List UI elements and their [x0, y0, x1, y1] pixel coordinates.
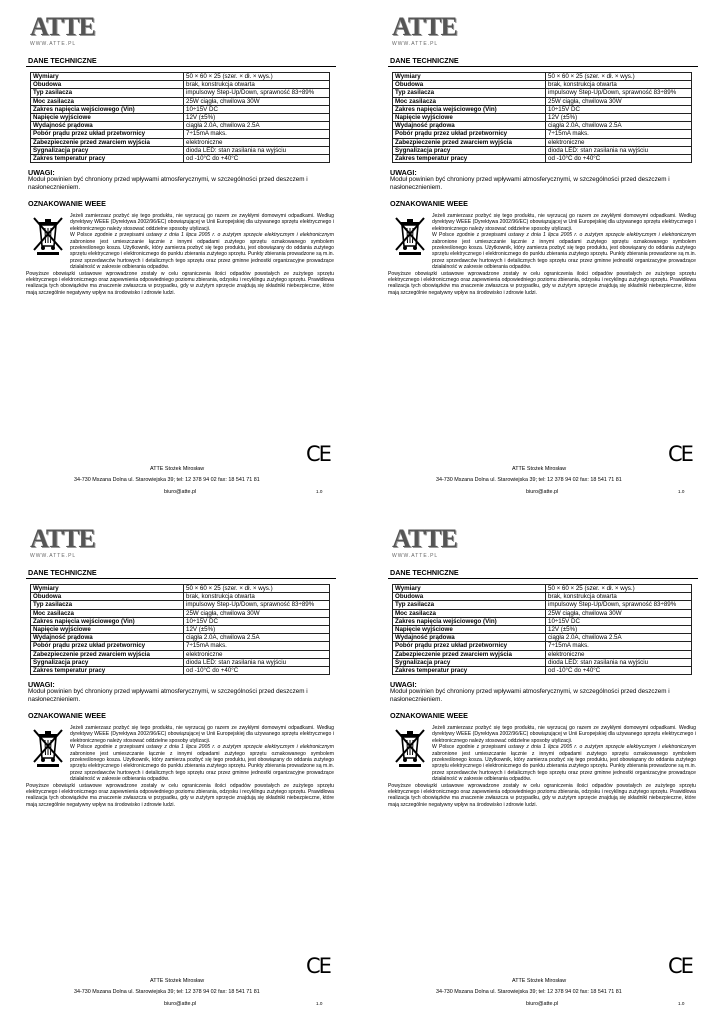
footer-company: ATTE Stożek Mirosław	[150, 466, 205, 472]
spec-row	[393, 667, 692, 675]
uwagi-title: UWAGI:	[390, 680, 417, 689]
spec-key: Zakres napięcia wejściowego (Vin)	[393, 105, 546, 113]
ce-mark: CE	[668, 954, 692, 978]
spec-key: Wydajność prądowa	[31, 122, 184, 130]
spec-key: Wymiary	[31, 73, 184, 81]
spec-key: Moc zasilacza	[393, 609, 546, 617]
spec-value: 50 × 60 × 25 (szer. × dł. × wys.)	[546, 73, 692, 81]
spec-key: Zakres temperatur pracy	[31, 667, 184, 675]
spec-value: ciągła 2.0A, chwilowa 2.5A	[184, 122, 330, 130]
section-title-dane-techniczne: DANE TECHNICZNE	[28, 568, 97, 577]
spec-key: Obudowa	[393, 81, 546, 89]
spec-row	[31, 658, 330, 666]
logo-name: ATTE	[392, 524, 457, 553]
spec-row	[31, 609, 330, 617]
spec-value: 10÷15V DC	[546, 105, 692, 113]
spec-row	[393, 601, 692, 609]
spec-row	[31, 114, 330, 122]
spec-key: Zakres napięcia wejściowego (Vin)	[31, 105, 184, 113]
spec-key: Napięcie wyjściowe	[393, 626, 546, 634]
spec-value: impulsowy Step-Up/Down, sprawność 83÷89%	[546, 601, 692, 609]
weee-text	[26, 213, 334, 296]
spec-row	[393, 658, 692, 666]
footer-company: ATTE Stożek Mirosław	[512, 978, 567, 984]
logo-name: ATTE	[30, 524, 95, 553]
uwagi-title: UWAGI:	[390, 168, 417, 177]
spec-key: Zabezpieczenie przed zwarciem wyjścia	[393, 138, 546, 146]
spec-key: Wymiary	[393, 73, 546, 81]
weee-paragraph-3: Powyższe obowiązki ustawowe wprowadzone zostały w celu ograniczenia ilości odpadów powstałych ze zużytego sprzętu elektrycznego i elektronicznego oraz zapewnienia odpowiedniego poziomu zbierania, odzysku i recyklingu zużytego sprzętu. Prawidłowa realizacja tych obowiązków ma znaczenie zwłaszcza w przypadku, gdy w zużytym sprzęcie znajdują się składniki niebezpieczne, które mają szczególnie negatywny wpływ na środowisko i zdrowie ludzi.	[26, 270, 334, 296]
spec-value: 50 × 60 × 25 (szer. × dł. × wys.)	[546, 585, 692, 593]
spec-row	[393, 122, 692, 130]
spec-key: Zakres napięcia wejściowego (Vin)	[393, 617, 546, 625]
spec-row	[31, 601, 330, 609]
weee-p2-b: zabronione jest umieszczanie łącznie z innymi odpadami zużytego sprzętu oznakowanego symbolem przekreślonego kosza. Użytkownik, który zamierza pozbyć się tego produktu, jest obowiązany do oddania zużytego sprzętu elektrycznego i elektronicznego do punktu zbierania zużytego sprzętu. Punkty zbierania prowadzone są m.in. przez sprzedawców hurtowych i detalicznych tego sprzętu oraz przez gminne jednostki organizacyjne prowadzące działalność w zakresie odbierania odpadów.	[432, 750, 696, 783]
weee-p2-italic: ustawy z dnia 1 lipca 2005 r. o zużytym sprzęcie elektrycznym i elektronicznym	[146, 232, 334, 239]
atte-logo	[30, 526, 100, 560]
spec-value: 10÷15V DC	[546, 617, 692, 625]
leaflet-page-4	[386, 522, 716, 1022]
footer-address: 34-730 Mszana Dolna ul. Starowiejska 39; tel: 12 378 94 02 fax: 18 541 71 81	[74, 989, 260, 995]
spec-key: Wydajność prądowa	[393, 122, 546, 130]
ce-mark: CE	[306, 442, 330, 466]
leaflet-page-3	[24, 522, 354, 1022]
spec-row	[31, 585, 330, 593]
spec-row	[31, 73, 330, 81]
footer-version: 1.0	[678, 1001, 685, 1006]
uwagi-text: Moduł powinien być chroniony przed wpływami atmosferycznymi, w szczególności przed deszczem i nasłonecznieniem.	[28, 688, 308, 703]
spec-row	[393, 609, 692, 617]
weee-p2-a: W Polsce zgodnie z przepisami	[70, 744, 147, 751]
spec-value: od -10°C do +40°C	[184, 155, 330, 163]
logo-url: WWW.ATTE.PL	[30, 41, 77, 47]
spec-value: impulsowy Step-Up/Down, sprawność 83÷89%	[546, 89, 692, 97]
spec-value: 50 × 60 × 25 (szer. × dł. × wys.)	[184, 585, 330, 593]
spec-row	[31, 97, 330, 105]
footer-email[interactable]: biuro@atte.pl	[526, 489, 559, 495]
divider	[388, 578, 698, 579]
weee-p2-a: W Polsce zgodnie z przepisami	[432, 744, 509, 751]
weee-p2-italic: ustawy z dnia 1 lipca 2005 r. o zużytym sprzęcie elektrycznym i elektronicznym	[508, 744, 696, 751]
weee-paragraph-1: Jeżeli zamierzasz pozbyć się tego produktu, nie wyrzucaj go razem ze zwykłymi domowymi odpadkami. Według dyrektywy WEEE (Dyrektywa 2002/96/EC) obowiązującej w Unii Europejskiej dla używanego sprzętu elektrycznego i elektronicznego należy stosować oddzielne sposoby utylizacji.	[432, 213, 696, 232]
spec-value: 7÷15mA maks.	[546, 642, 692, 650]
weee-paragraph-2	[388, 744, 696, 782]
spec-key: Pobór prądu przez układ przetwornicy	[393, 130, 546, 138]
spec-value: ciągła 2.0A, chwilowa 2.5A	[546, 122, 692, 130]
spec-key: Typ zasilacza	[31, 89, 184, 97]
logo-url: WWW.ATTE.PL	[392, 553, 439, 559]
spec-key: Zakres napięcia wejściowego (Vin)	[31, 617, 184, 625]
footer-version: 1.0	[678, 489, 685, 494]
atte-logo	[30, 14, 100, 48]
spec-value: brak, konstrukcja otwarta	[184, 593, 330, 601]
spec-value: 10÷15V DC	[184, 105, 330, 113]
spec-table	[392, 72, 692, 163]
spec-value: 10÷15V DC	[184, 617, 330, 625]
weee-text	[388, 213, 696, 296]
spec-key: Typ zasilacza	[393, 89, 546, 97]
spec-key: Obudowa	[31, 593, 184, 601]
spec-row	[31, 593, 330, 601]
spec-value: 7÷15mA maks.	[184, 130, 330, 138]
spec-row	[31, 146, 330, 154]
uwagi-text: Moduł powinien być chroniony przed wpływami atmosferycznymi, w szczególności przed deszczem i nasłonecznieniem.	[28, 176, 308, 191]
footer-company: ATTE Stożek Mirosław	[512, 466, 567, 472]
spec-key: Wymiary	[31, 585, 184, 593]
spec-value: od -10°C do +40°C	[546, 155, 692, 163]
spec-key: Zakres temperatur pracy	[393, 667, 546, 675]
spec-key: Moc zasilacza	[31, 97, 184, 105]
spec-row	[393, 81, 692, 89]
footer-version: 1.0	[316, 489, 323, 494]
spec-table	[30, 584, 330, 675]
spec-row	[31, 634, 330, 642]
logo-url: WWW.ATTE.PL	[30, 553, 77, 559]
divider	[26, 66, 336, 67]
spec-key: Pobór prądu przez układ przetwornicy	[31, 130, 184, 138]
logo-url: WWW.ATTE.PL	[392, 41, 439, 47]
spec-row	[31, 642, 330, 650]
logo-name: ATTE	[30, 12, 95, 41]
spec-key: Typ zasilacza	[393, 601, 546, 609]
spec-value: impulsowy Step-Up/Down, sprawność 83÷89%	[184, 89, 330, 97]
spec-row	[31, 667, 330, 675]
spec-row	[393, 155, 692, 163]
ce-mark: CE	[306, 954, 330, 978]
weee-p2-b: zabronione jest umieszczanie łącznie z innymi odpadami zużytego sprzętu oznakowanego symbolem przekreślonego kosza. Użytkownik, który zamierza pozbyć się tego produktu, jest obowiązany do oddania zużytego sprzętu elektrycznego i elektronicznego do punktu zbierania zużytego sprzętu. Punkty zbierania prowadzone są m.in. przez sprzedawców hurtowych i detalicznych tego sprzętu oraz przez gminne jednostki organizacyjne prowadzące działalność w zakresie odbierania odpadów.	[70, 238, 334, 271]
footer-email[interactable]: biuro@atte.pl	[164, 489, 197, 495]
spec-value: 25W ciągła, chwilowa 30W	[184, 609, 330, 617]
weee-p2-italic: ustawy z dnia 1 lipca 2005 r. o zużytym sprzęcie elektrycznym i elektronicznym	[146, 744, 334, 751]
spec-value: dioda LED: stan zasilania na wyjściu	[184, 146, 330, 154]
spec-value: dioda LED: stan zasilania na wyjściu	[184, 658, 330, 666]
spec-key: Zabezpieczenie przed zwarciem wyjścia	[393, 650, 546, 658]
uwagi-title: UWAGI:	[28, 680, 55, 689]
spec-value: elektroniczne	[546, 650, 692, 658]
weee-text	[388, 725, 696, 808]
spec-value: 12V (±5%)	[184, 114, 330, 122]
spec-key: Wydajność prądowa	[393, 634, 546, 642]
spec-value: brak, konstrukcja otwarta	[184, 81, 330, 89]
spec-row	[31, 650, 330, 658]
spec-row	[393, 585, 692, 593]
spec-row	[393, 105, 692, 113]
weee-p2-a: W Polsce zgodnie z przepisami	[70, 232, 147, 239]
spec-key: Obudowa	[393, 593, 546, 601]
spec-row	[393, 634, 692, 642]
spec-row	[393, 89, 692, 97]
spec-value: 7÷15mA maks.	[184, 642, 330, 650]
spec-key: Sygnalizacja pracy	[393, 658, 546, 666]
leaflet-page-2	[386, 10, 716, 510]
spec-key: Pobór prądu przez układ przetwornicy	[393, 642, 546, 650]
spec-key: Napięcie wyjściowe	[393, 114, 546, 122]
weee-p2-a: W Polsce zgodnie z przepisami	[432, 232, 509, 239]
spec-row	[393, 617, 692, 625]
spec-value: brak, konstrukcja otwarta	[546, 593, 692, 601]
spec-value: 12V (±5%)	[546, 626, 692, 634]
spec-value: elektroniczne	[184, 138, 330, 146]
weee-title: OZNAKOWANIE WEEE	[390, 199, 468, 208]
weee-paragraph-1: Jeżeli zamierzasz pozbyć się tego produktu, nie wyrzucaj go razem ze zwykłymi domowymi odpadkami. Według dyrektywy WEEE (Dyrektywa 2002/96/EC) obowiązującej w Unii Europejskiej dla używanego sprzętu elektrycznego i elektronicznego należy stosować oddzielne sposoby utylizacji.	[432, 725, 696, 744]
weee-paragraph-1: Jeżeli zamierzasz pozbyć się tego produktu, nie wyrzucaj go razem ze zwykłymi domowymi odpadkami. Według dyrektywy WEEE (Dyrektywa 2002/96/EC) obowiązującej w Unii Europejskiej dla używanego sprzętu elektrycznego i elektronicznego należy stosować oddzielne sposoby utylizacji.	[70, 213, 334, 232]
spec-key: Napięcie wyjściowe	[31, 626, 184, 634]
spec-row	[393, 130, 692, 138]
spec-value: elektroniczne	[546, 138, 692, 146]
spec-key: Napięcie wyjściowe	[31, 114, 184, 122]
spec-table	[392, 584, 692, 675]
spec-value: 25W ciągła, chwilowa 30W	[184, 97, 330, 105]
weee-p2-italic: ustawy z dnia 1 lipca 2005 r. o zużytym sprzęcie elektrycznym i elektronicznym	[508, 232, 696, 239]
spec-key: Zakres temperatur pracy	[31, 155, 184, 163]
weee-p2-b: zabronione jest umieszczanie łącznie z innymi odpadami zużytego sprzętu oznakowanego symbolem przekreślonego kosza. Użytkownik, który zamierza pozbyć się tego produktu, jest obowiązany do oddania zużytego sprzętu elektrycznego i elektronicznego do punktu zbierania zużytego sprzętu. Punkty zbierania prowadzone są m.in. przez sprzedawców hurtowych i detalicznych tego sprzętu oraz przez gminne jednostki organizacyjne prowadzące działalność w zakresie odbierania odpadów.	[432, 238, 696, 271]
spec-key: Moc zasilacza	[393, 97, 546, 105]
spec-key: Zakres temperatur pracy	[393, 155, 546, 163]
spec-row	[393, 73, 692, 81]
atte-logo	[392, 526, 462, 560]
footer-address: 34-730 Mszana Dolna ul. Starowiejska 39; tel: 12 378 94 02 fax: 18 541 71 81	[74, 477, 260, 483]
spec-value: 25W ciągła, chwilowa 30W	[546, 609, 692, 617]
spec-value: elektroniczne	[184, 650, 330, 658]
spec-row	[31, 130, 330, 138]
spec-row	[31, 122, 330, 130]
divider	[26, 578, 336, 579]
footer-address: 34-730 Mszana Dolna ul. Starowiejska 39; tel: 12 378 94 02 fax: 18 541 71 81	[436, 477, 622, 483]
section-title-dane-techniczne: DANE TECHNICZNE	[390, 56, 459, 65]
spec-value: 12V (±5%)	[184, 626, 330, 634]
logo-name: ATTE	[392, 12, 457, 41]
spec-value: brak, konstrukcja otwarta	[546, 81, 692, 89]
spec-value: dioda LED: stan zasilania na wyjściu	[546, 658, 692, 666]
spec-key: Typ zasilacza	[31, 601, 184, 609]
spec-row	[31, 105, 330, 113]
spec-row	[31, 89, 330, 97]
section-title-dane-techniczne: DANE TECHNICZNE	[390, 568, 459, 577]
divider	[388, 66, 698, 67]
spec-row	[31, 626, 330, 634]
weee-paragraph-2	[26, 232, 334, 270]
spec-row	[393, 626, 692, 634]
footer-email[interactable]: biuro@atte.pl	[526, 1001, 559, 1007]
spec-key: Sygnalizacja pracy	[31, 146, 184, 154]
weee-text	[26, 725, 334, 808]
footer-address: 34-730 Mszana Dolna ul. Starowiejska 39; tel: 12 378 94 02 fax: 18 541 71 81	[436, 989, 622, 995]
weee-paragraph-3: Powyższe obowiązki ustawowe wprowadzone zostały w celu ograniczenia ilości odpadów powstałych ze zużytego sprzętu elektrycznego i elektronicznego oraz zapewnienia odpowiedniego poziomu zbierania, odzysku i recyklingu zużytego sprzętu. Prawidłowa realizacja tych obowiązków ma znaczenie zwłaszcza w przypadku, gdy w zużytym sprzęcie znajdują się składniki niebezpieczne, które mają szczególnie negatywny wpływ na środowisko i zdrowie ludzi.	[388, 782, 696, 808]
footer-email[interactable]: biuro@atte.pl	[164, 1001, 197, 1007]
uwagi-text: Moduł powinien być chroniony przed wpływami atmosferycznymi, w szczególności przed deszczem i nasłonecznieniem.	[390, 176, 670, 191]
leaflet-page-1	[24, 10, 354, 510]
spec-row	[393, 593, 692, 601]
spec-key: Obudowa	[31, 81, 184, 89]
footer-company: ATTE Stożek Mirosław	[150, 978, 205, 984]
weee-title: OZNAKOWANIE WEEE	[28, 199, 106, 208]
spec-key: Pobór prądu przez układ przetwornicy	[31, 642, 184, 650]
section-title-dane-techniczne: DANE TECHNICZNE	[28, 56, 97, 65]
spec-value: ciągła 2.0A, chwilowa 2.5A	[184, 634, 330, 642]
weee-paragraph-2	[26, 744, 334, 782]
spec-row	[393, 97, 692, 105]
spec-value: 50 × 60 × 25 (szer. × dł. × wys.)	[184, 73, 330, 81]
weee-paragraph-3: Powyższe obowiązki ustawowe wprowadzone zostały w celu ograniczenia ilości odpadów powstałych ze zużytego sprzętu elektrycznego i elektronicznego oraz zapewnienia odpowiedniego poziomu zbierania, odzysku i recyklingu zużytego sprzętu. Prawidłowa realizacja tych obowiązków ma znaczenie zwłaszcza w przypadku, gdy w zużytym sprzęcie znajdują się składniki niebezpieczne, które mają szczególnie negatywny wpływ na środowisko i zdrowie ludzi.	[26, 782, 334, 808]
uwagi-text: Moduł powinien być chroniony przed wpływami atmosferycznymi, w szczególności przed deszczem i nasłonecznieniem.	[390, 688, 670, 703]
spec-value: ciągła 2.0A, chwilowa 2.5A	[546, 634, 692, 642]
spec-key: Sygnalizacja pracy	[393, 146, 546, 154]
spec-row	[31, 138, 330, 146]
weee-paragraph-1: Jeżeli zamierzasz pozbyć się tego produktu, nie wyrzucaj go razem ze zwykłymi domowymi odpadkami. Według dyrektywy WEEE (Dyrektywa 2002/96/EC) obowiązującej w Unii Europejskiej dla używanego sprzętu elektrycznego i elektronicznego należy stosować oddzielne sposoby utylizacji.	[70, 725, 334, 744]
spec-row	[31, 617, 330, 625]
spec-value: dioda LED: stan zasilania na wyjściu	[546, 146, 692, 154]
weee-paragraph-2	[388, 232, 696, 270]
spec-key: Wymiary	[393, 585, 546, 593]
spec-value: od -10°C do +40°C	[184, 667, 330, 675]
spec-value: 12V (±5%)	[546, 114, 692, 122]
spec-value: 7÷15mA maks.	[546, 130, 692, 138]
weee-title: OZNAKOWANIE WEEE	[390, 711, 468, 720]
spec-table	[30, 72, 330, 163]
ce-mark: CE	[668, 442, 692, 466]
spec-row	[393, 650, 692, 658]
spec-key: Wydajność prądowa	[31, 634, 184, 642]
weee-p2-b: zabronione jest umieszczanie łącznie z innymi odpadami zużytego sprzętu oznakowanego symbolem przekreślonego kosza. Użytkownik, który zamierza pozbyć się tego produktu, jest obowiązany do oddania zużytego sprzętu elektrycznego i elektronicznego do punktu zbierania zużytego sprzętu. Punkty zbierania prowadzone są m.in. przez sprzedawców hurtowych i detalicznych tego sprzętu oraz przez gminne jednostki organizacyjne prowadzące działalność w zakresie odbierania odpadów.	[70, 750, 334, 783]
spec-row	[393, 146, 692, 154]
spec-row	[31, 155, 330, 163]
spec-value: impulsowy Step-Up/Down, sprawność 83÷89%	[184, 601, 330, 609]
spec-key: Moc zasilacza	[31, 609, 184, 617]
spec-row	[393, 114, 692, 122]
footer-version: 1.0	[316, 1001, 323, 1006]
spec-key: Zabezpieczenie przed zwarciem wyjścia	[31, 138, 184, 146]
spec-key: Sygnalizacja pracy	[31, 658, 184, 666]
weee-paragraph-3: Powyższe obowiązki ustawowe wprowadzone zostały w celu ograniczenia ilości odpadów powstałych ze zużytego sprzętu elektrycznego i elektronicznego oraz zapewnienia odpowiedniego poziomu zbierania, odzysku i recyklingu zużytego sprzętu. Prawidłowa realizacja tych obowiązków ma znaczenie zwłaszcza w przypadku, gdy w zużytym sprzęcie znajdują się składniki niebezpieczne, które mają szczególnie negatywny wpływ na środowisko i zdrowie ludzi.	[388, 270, 696, 296]
spec-key: Zabezpieczenie przed zwarciem wyjścia	[31, 650, 184, 658]
spec-row	[393, 642, 692, 650]
spec-value: 25W ciągła, chwilowa 30W	[546, 97, 692, 105]
atte-logo	[392, 14, 462, 48]
uwagi-title: UWAGI:	[28, 168, 55, 177]
spec-value: od -10°C do +40°C	[546, 667, 692, 675]
weee-title: OZNAKOWANIE WEEE	[28, 711, 106, 720]
spec-row	[31, 81, 330, 89]
spec-row	[393, 138, 692, 146]
